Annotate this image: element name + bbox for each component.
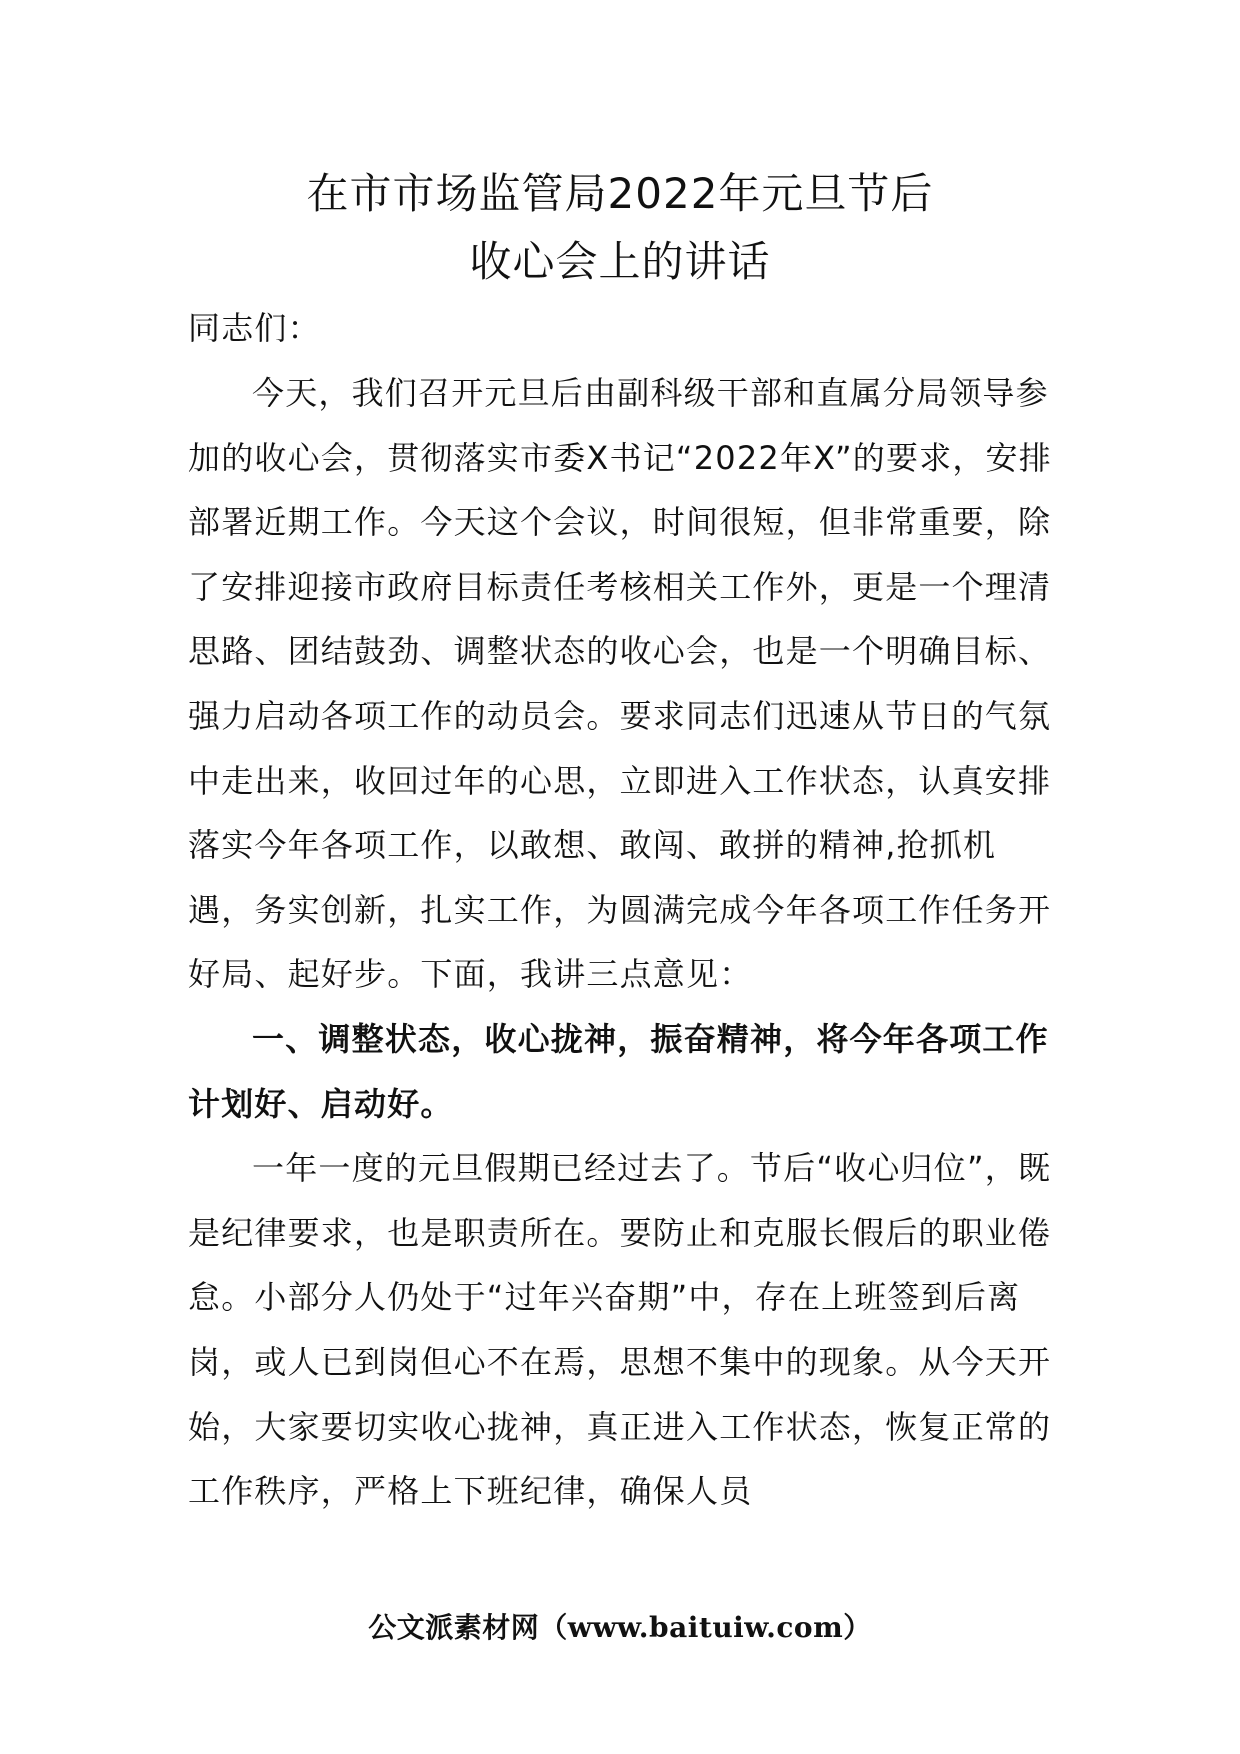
section-heading-1: 一、调整状态，收心拢神，振奋精神，将今年各项工作计划好、启动好。 [188,1019,1049,1123]
footer-watermark: 公文派素材网（www.baituiw.com） [368,1611,872,1644]
title-line-2: 收心会上的讲话 [469,237,771,286]
salutation: 同志们： [188,309,321,347]
paragraph-intro: 今天，我们召开元旦后由副科级干部和直属分局领导参加的收心会，贯彻落实市委X书记“2022年X”的要求，安排部署近期工作。今天这个会议，时间很短，但非常重要，除了安排迎接市政府目标责任考核相关工作外，更是一个理清思路、团结鼓劲、调整状态的收心会，也是一个明确目标、强力启动各项工作的动员会。要求同志们迅速从节日的气氛中走出来，收回过年的心思，立即进入工作状态，认真安排落实今年各项工作，以敢想、敢闯、敢拼的精神,抢抓机遇，务实创新，扎实工作，为圆满完成今年各项工作任务开好局、起好步。下面，我讲三点意见： [188,374,1052,994]
title-line-1: 在市市场监管局2022年元旦节后 [306,169,934,218]
document-body [188,361,1060,1524]
paragraph-section-1: 一年一度的元旦假期已经过去了。节后“收心归位”，既是纪律要求，也是职责所在。要防止和克服长假后的职业倦怠。小部分人仍处于“过年兴奋期”中，存在上班签到后离岗，或人已到岗但心不在焉，思想不集中的现象。从今天开始，大家要切实收心拢神，真正进入工作状态，恢复正常的工作秩序，严格上下班纪律，确保人员 [188,1149,1052,1511]
